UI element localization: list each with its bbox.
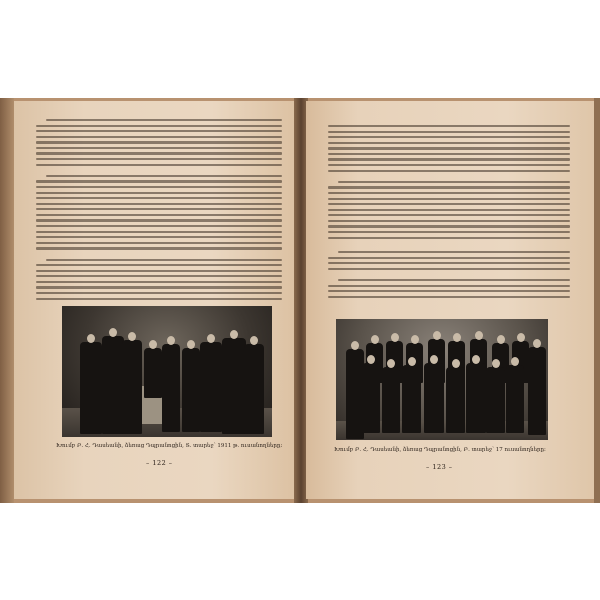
text-line: [328, 192, 570, 194]
text-line: [328, 268, 570, 270]
left-text-block: [36, 119, 282, 303]
text-line: [328, 131, 570, 133]
text-line: [36, 180, 282, 182]
text-line: [328, 214, 570, 216]
text-line: [328, 164, 570, 166]
text-line: [36, 130, 282, 132]
text-line: [328, 203, 570, 205]
text-line: [328, 198, 570, 200]
right-footnotes: [328, 251, 570, 301]
text-line: [36, 214, 282, 216]
text-line: [36, 292, 282, 294]
text-line: [46, 175, 282, 177]
text-line: [338, 251, 570, 253]
text-line: [36, 275, 282, 277]
text-line: [36, 158, 282, 160]
text-line: [36, 147, 282, 149]
text-line: [328, 290, 570, 292]
text-line: [328, 142, 570, 144]
right-page-number: – 123 –: [426, 463, 453, 471]
right-page-edge: [594, 98, 600, 503]
left-photo-caption: Խումբ Բ. Հ. Դասեանի, ձեռաց Դպրանոցին, Տ. տարեջ՝ 1911 թ. ուսանողները։: [56, 443, 283, 449]
text-line: [328, 209, 570, 211]
text-line: [328, 170, 570, 172]
right-text-block: [328, 125, 570, 242]
text-line: [36, 208, 282, 210]
text-line: [36, 186, 282, 188]
text-line: [328, 147, 570, 149]
text-line: [36, 197, 282, 199]
text-line: [328, 136, 570, 138]
text-line: [36, 264, 282, 266]
text-line: [328, 220, 570, 222]
text-line: [338, 181, 570, 183]
text-line: [36, 152, 282, 154]
right-page: [306, 101, 594, 499]
text-line: [36, 141, 282, 143]
text-line: [36, 225, 282, 227]
text-line: [36, 247, 282, 249]
right-group-photo: [336, 319, 548, 440]
text-line: [328, 257, 570, 259]
text-line: [328, 153, 570, 155]
text-line: [36, 203, 282, 205]
text-line: [328, 237, 570, 239]
text-line: [36, 231, 282, 233]
text-line: [338, 279, 570, 281]
left-page: [14, 101, 297, 499]
text-line: [36, 164, 282, 166]
text-line: [36, 192, 282, 194]
right-photo-caption: Խումբ Բ. Հ. Դասեանի, ձեռաց Դպրանոցին, Բ. տարեջ՝ 17 ուսանողները։: [334, 447, 546, 453]
left-page-edge: [0, 98, 14, 503]
left-group-photo: [62, 306, 272, 437]
text-line: [328, 296, 570, 298]
text-line: [328, 125, 570, 127]
text-line: [36, 236, 282, 238]
text-line: [36, 286, 282, 288]
text-line: [36, 242, 282, 244]
left-page-number: – 122 –: [146, 459, 173, 467]
text-line: [328, 158, 570, 160]
text-line: [36, 281, 282, 283]
text-line: [36, 270, 282, 272]
text-line: [328, 262, 570, 264]
text-line: [328, 225, 570, 227]
text-line: [328, 285, 570, 287]
text-line: [36, 136, 282, 138]
text-line: [36, 219, 282, 221]
text-line: [46, 259, 282, 261]
text-line: [328, 231, 570, 233]
text-line: [328, 186, 570, 188]
text-line: [46, 119, 282, 121]
text-line: [36, 298, 282, 300]
text-line: [36, 125, 282, 127]
